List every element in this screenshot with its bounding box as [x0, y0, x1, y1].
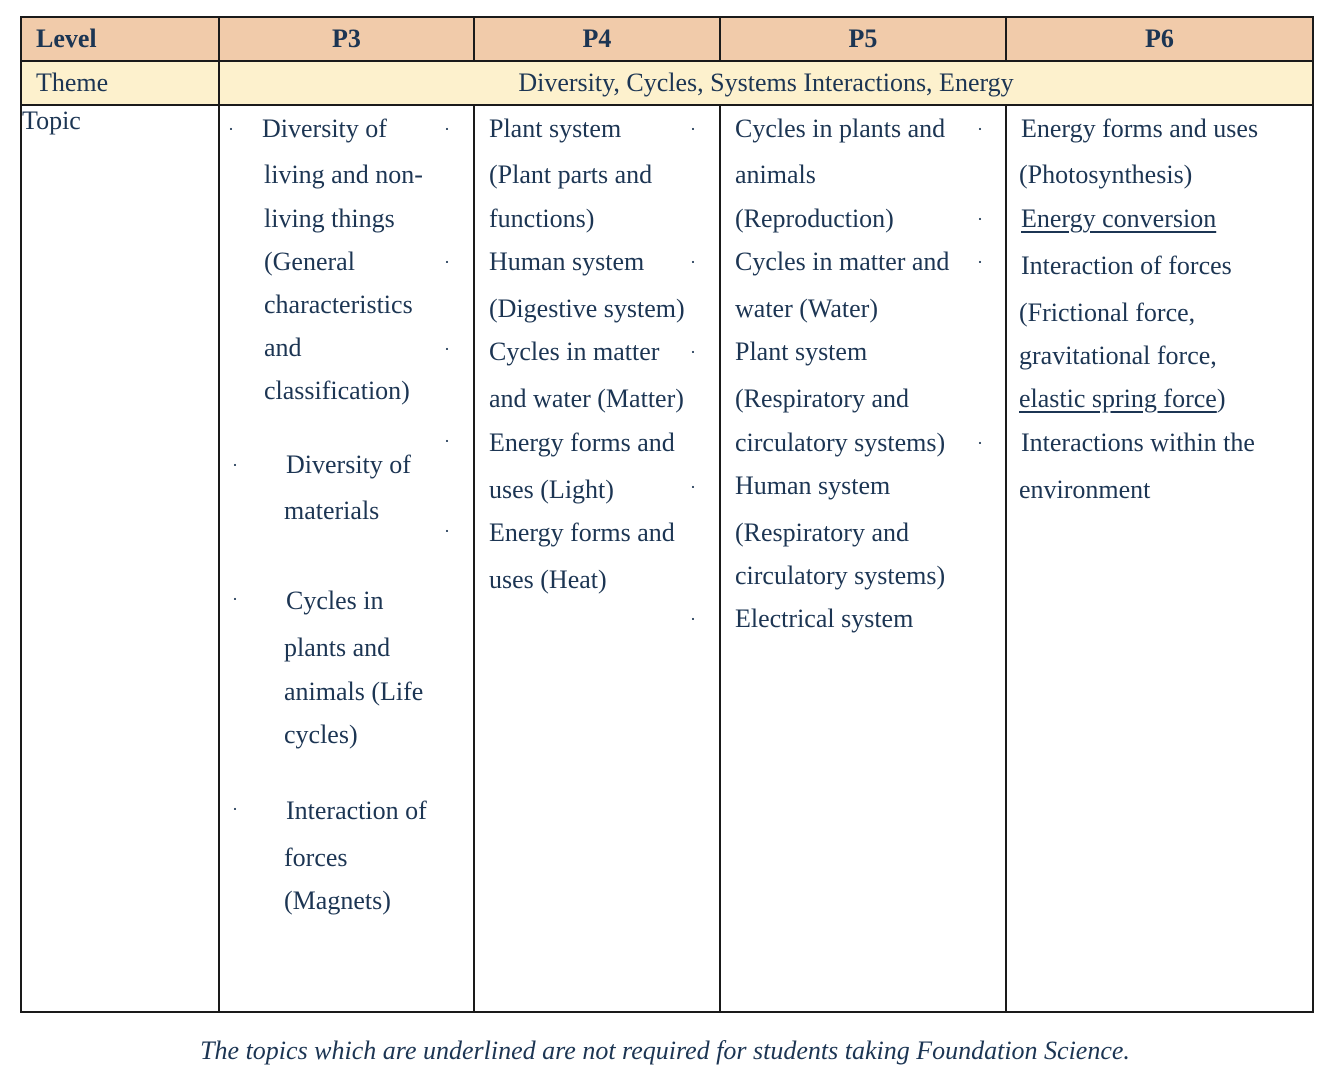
list-item: Interaction of forces — [1021, 251, 1232, 280]
list-item: (General — [264, 247, 355, 276]
list-item: Electrical system — [735, 604, 914, 633]
list-item: (Frictional force, — [1019, 298, 1196, 327]
topic-cell-p6 — [1006, 105, 1313, 1012]
list-item: plants and — [284, 633, 391, 662]
list-item: Plant system — [735, 337, 868, 366]
topic-cell-p3 — [219, 105, 474, 1012]
list-item-underlined: Energy conversion — [1021, 204, 1217, 233]
topic-cell-p5 — [720, 105, 1006, 1012]
header-p4: P4 — [474, 17, 720, 61]
theme-row — [21, 61, 1313, 105]
bullet: · — [232, 589, 238, 609]
list-item: (Reproduction) — [735, 204, 894, 233]
list-item: (Magnets) — [284, 886, 391, 915]
bullet: · — [232, 799, 238, 819]
topic-row — [21, 105, 1313, 1012]
list-item: Diversity of — [286, 450, 411, 479]
list-item: and — [264, 333, 302, 362]
bullet: · — [444, 431, 450, 451]
bullet: · — [690, 342, 696, 362]
theme-value: Diversity, Cycles, Systems Interactions, Energy — [219, 61, 1313, 105]
list-item: (Respiratory and — [735, 518, 910, 547]
underlined-topic: elastic spring force — [1019, 384, 1217, 413]
list-item: Plant system — [489, 114, 622, 143]
list-item — [1019, 384, 1225, 414]
list-item: environment — [1019, 475, 1151, 504]
list-item: circulatory systems) — [735, 428, 946, 457]
bullet: · — [444, 339, 450, 359]
bullet: · — [690, 119, 696, 139]
theme-label: Theme — [21, 61, 219, 105]
table-caption: The topics which are underlined are not required for students taking Foundation Science. — [200, 1036, 1130, 1065]
bullet: · — [977, 433, 983, 453]
list-item: classification) — [264, 376, 410, 405]
syllabus-table-wrap — [20, 16, 1312, 1013]
list-item: living things — [264, 204, 395, 233]
list-item: (Digestive system) — [489, 294, 685, 323]
list-item: Human system — [489, 247, 645, 276]
topic-cell-p4 — [474, 105, 720, 1012]
bullet: · — [977, 252, 983, 272]
list-item: Interactions within the — [1021, 428, 1255, 457]
list-item: Cycles in matter — [489, 337, 660, 366]
bullet: · — [444, 252, 450, 272]
list-item: Interaction of — [286, 796, 427, 825]
topic-label: Topic — [21, 105, 219, 1012]
list-item: Cycles in matter and — [735, 247, 950, 276]
list-item: animals (Life — [284, 677, 424, 706]
list-item: (Plant parts and — [489, 160, 653, 189]
list-item: and water (Matter) — [489, 384, 684, 413]
list-item: cycles) — [284, 720, 358, 749]
header-p6: P6 — [1006, 17, 1313, 61]
bullet: · — [690, 252, 696, 272]
list-item: animals — [735, 160, 816, 189]
list-item: Energy forms and — [489, 518, 675, 547]
list-item: Cycles in plants and — [735, 114, 946, 143]
list-item: circulatory systems) — [735, 561, 946, 590]
list-item: gravitational force, — [1019, 341, 1217, 370]
header-p3: P3 — [219, 17, 474, 61]
bullet: · — [977, 119, 983, 139]
header-p5: P5 — [720, 17, 1006, 61]
bullet: · — [232, 455, 238, 475]
list-item: living and non- — [264, 160, 423, 189]
closing-paren: ) — [1216, 384, 1226, 413]
syllabus-table — [20, 16, 1314, 1013]
list-item: Cycles in — [286, 586, 384, 615]
bullet: · — [444, 119, 450, 139]
list-item: Human system — [735, 471, 891, 500]
list-item: (Photosynthesis) — [1019, 160, 1193, 189]
list-item: forces — [284, 843, 348, 872]
bullet: · — [977, 209, 983, 229]
header-level: Level — [21, 17, 219, 61]
list-item: (Respiratory and — [735, 384, 910, 413]
list-item: uses (Heat) — [489, 565, 607, 594]
list-item: functions) — [489, 204, 595, 233]
header-row — [21, 17, 1313, 61]
list-item: water (Water) — [735, 294, 878, 323]
bullet: · — [444, 521, 450, 541]
list-item: Energy forms and — [489, 428, 675, 457]
list-item: Diversity of — [262, 114, 387, 143]
list-item: characteristics — [264, 290, 413, 319]
list-item: materials — [284, 496, 380, 525]
bullet: · — [228, 119, 234, 139]
bullet: · — [690, 477, 696, 497]
bullet: · — [690, 609, 696, 629]
list-item: uses (Light) — [489, 475, 614, 504]
list-item: Energy forms and uses — [1021, 114, 1259, 143]
